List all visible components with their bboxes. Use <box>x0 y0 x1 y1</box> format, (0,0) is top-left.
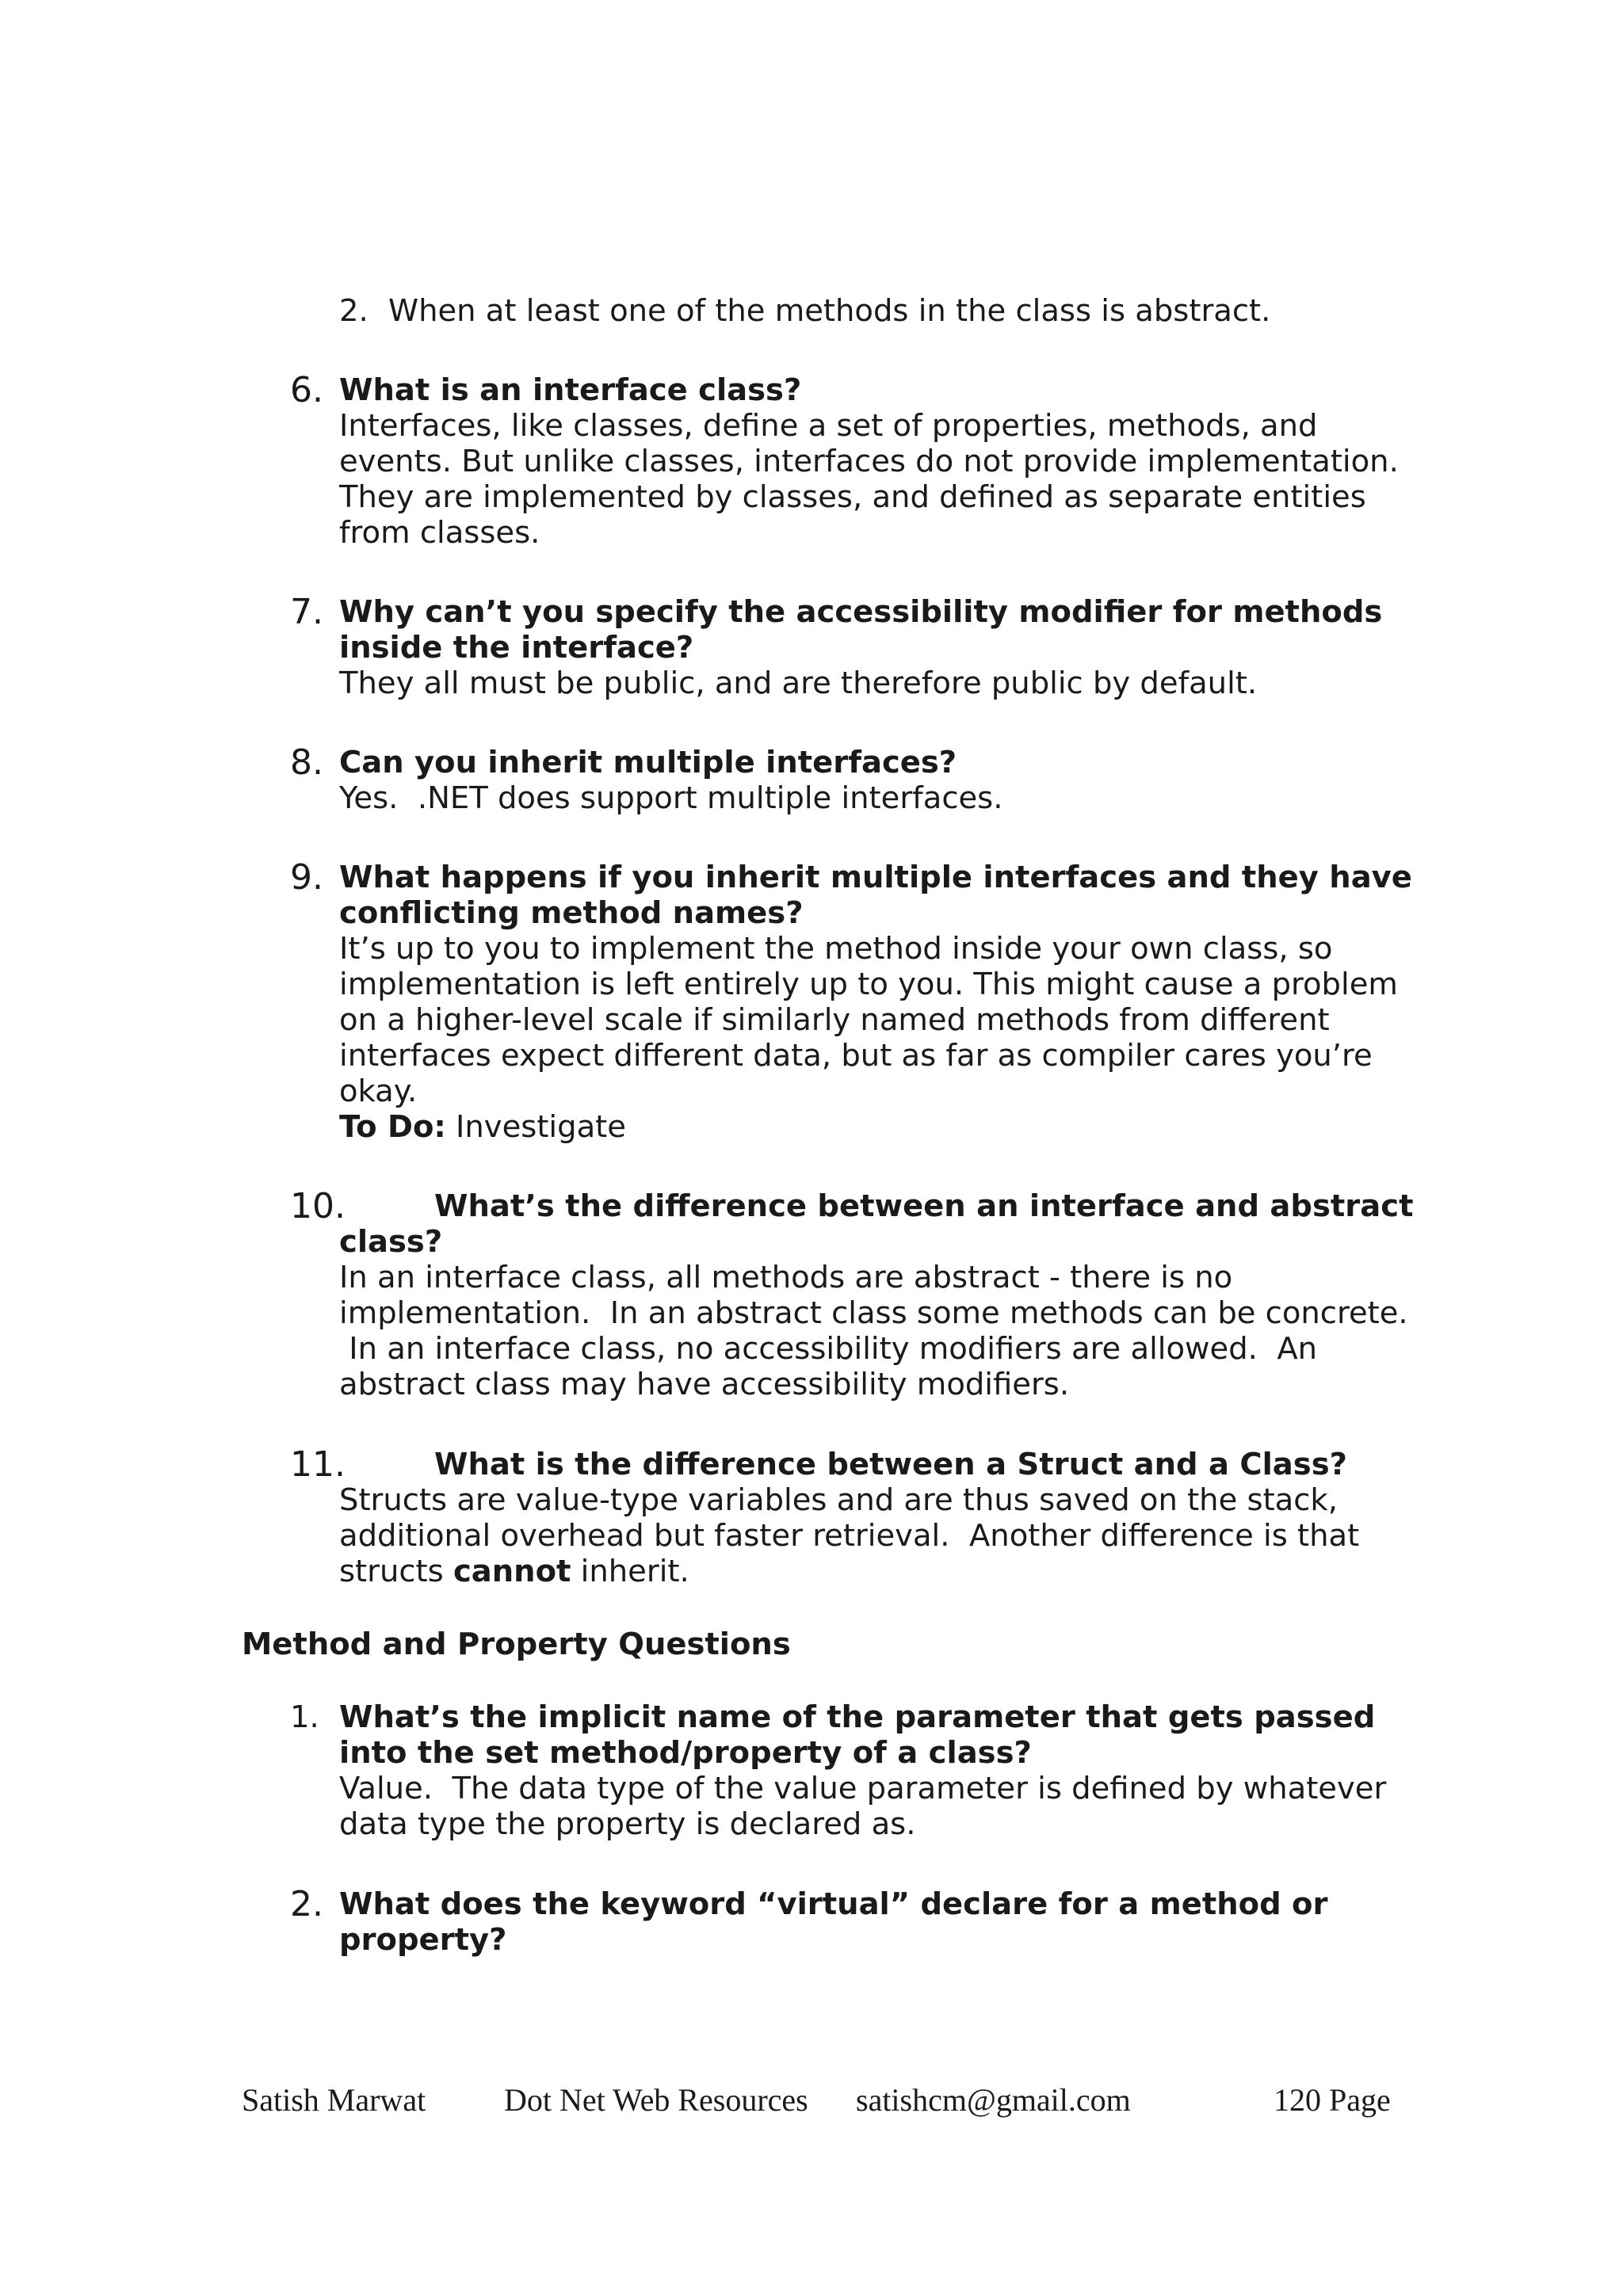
footer-email: satishcm@gmail.com <box>856 2082 1131 2118</box>
answer-line: In an interface class, all methods are abstract - there is no <box>339 1260 1233 1295</box>
answer-line: implementation is left entirely up to you. This might cause a problem <box>339 967 1398 1002</box>
question-text: What’s the implicit name of the parameter that gets passed <box>339 1699 1376 1735</box>
question-text: Can you inherit multiple interfaces? <box>339 745 957 780</box>
question-text: conflicting method names? <box>339 895 804 931</box>
question-number: 9. <box>290 857 323 898</box>
question-text: property? <box>339 1922 507 1958</box>
todo-label: To Do: <box>339 1109 446 1145</box>
answer-line: from classes. <box>339 515 540 551</box>
footer-author: Satish Marwat <box>242 2082 426 2118</box>
footer-page-number: 120 Page <box>1274 2082 1391 2118</box>
question-number: 10. <box>290 1186 346 1226</box>
section-heading: Method and Property Questions <box>242 1627 791 1662</box>
todo-text: Investigate <box>445 1109 626 1145</box>
question-text: class? <box>339 1224 443 1260</box>
answer-line: abstract class may have accessibility modifiers. <box>339 1367 1070 1402</box>
emphasis-text: cannot <box>453 1554 571 1589</box>
todo-line <box>339 1109 626 1145</box>
answer-line: Interfaces, like classes, define a set of properties, methods, and <box>339 408 1318 444</box>
question-number: 6. <box>290 370 323 410</box>
answer-line: They all must be public, and are therefore public by default. <box>339 666 1258 701</box>
answer-line: In an interface class, no accessibility modifiers are allowed. An <box>339 1331 1318 1367</box>
list-number: 2. <box>339 293 369 329</box>
list-item-text: When at least one of the methods in the class is abstract. <box>388 293 1271 329</box>
answer-line: Value. The data type of the value parameter is defined by whatever <box>339 1771 1387 1806</box>
answer-line: implementation. In an abstract class some methods can be concrete. <box>339 1295 1408 1331</box>
answer-line: interfaces expect different data, but as far as compiler cares you’re <box>339 1038 1373 1074</box>
answer-text: structs <box>339 1554 453 1589</box>
answer-line: okay. <box>339 1074 418 1109</box>
answer-line: It’s up to you to implement the method inside your own class, so <box>339 931 1333 967</box>
answer-line: data type the property is declared as. <box>339 1806 916 1842</box>
question-number: 11. <box>290 1444 346 1485</box>
question-text: What does the keyword “virtual” declare for a method or <box>339 1886 1328 1922</box>
question-text: into the set method/property of a class? <box>339 1735 1032 1771</box>
answer-line: They are implemented by classes, and defined as separate entities <box>339 479 1366 515</box>
answer-line: events. But unlike classes, interfaces do not provide implementation. <box>339 444 1399 479</box>
question-text: inside the interface? <box>339 630 694 666</box>
question-number: 8. <box>290 742 323 783</box>
footer-site: Dot Net Web Resources <box>504 2082 808 2118</box>
answer-line: Yes. .NET does support multiple interfaces. <box>339 780 1003 816</box>
question-text: What’s the difference between an interface and abstract <box>434 1188 1414 1224</box>
answer-line <box>339 1554 689 1589</box>
question-text: What happens if you inherit multiple interfaces and they have <box>339 860 1412 895</box>
question-number: 1. <box>290 1699 319 1735</box>
answer-text: inherit. <box>571 1554 689 1589</box>
question-number: 7. <box>290 592 323 632</box>
question-text: What is an interface class? <box>339 372 802 408</box>
question-text: Why can’t you specify the accessibility modifier for methods <box>339 594 1383 630</box>
answer-line: on a higher-level scale if similarly named methods from different <box>339 1002 1330 1038</box>
answer-line: Structs are value-type variables and are thus saved on the stack, <box>339 1482 1338 1518</box>
question-text: What is the difference between a Struct and a Class? <box>434 1447 1347 1482</box>
answer-line: additional overhead but faster retrieval. Another difference is that <box>339 1518 1360 1554</box>
question-number: 2. <box>290 1884 323 1924</box>
